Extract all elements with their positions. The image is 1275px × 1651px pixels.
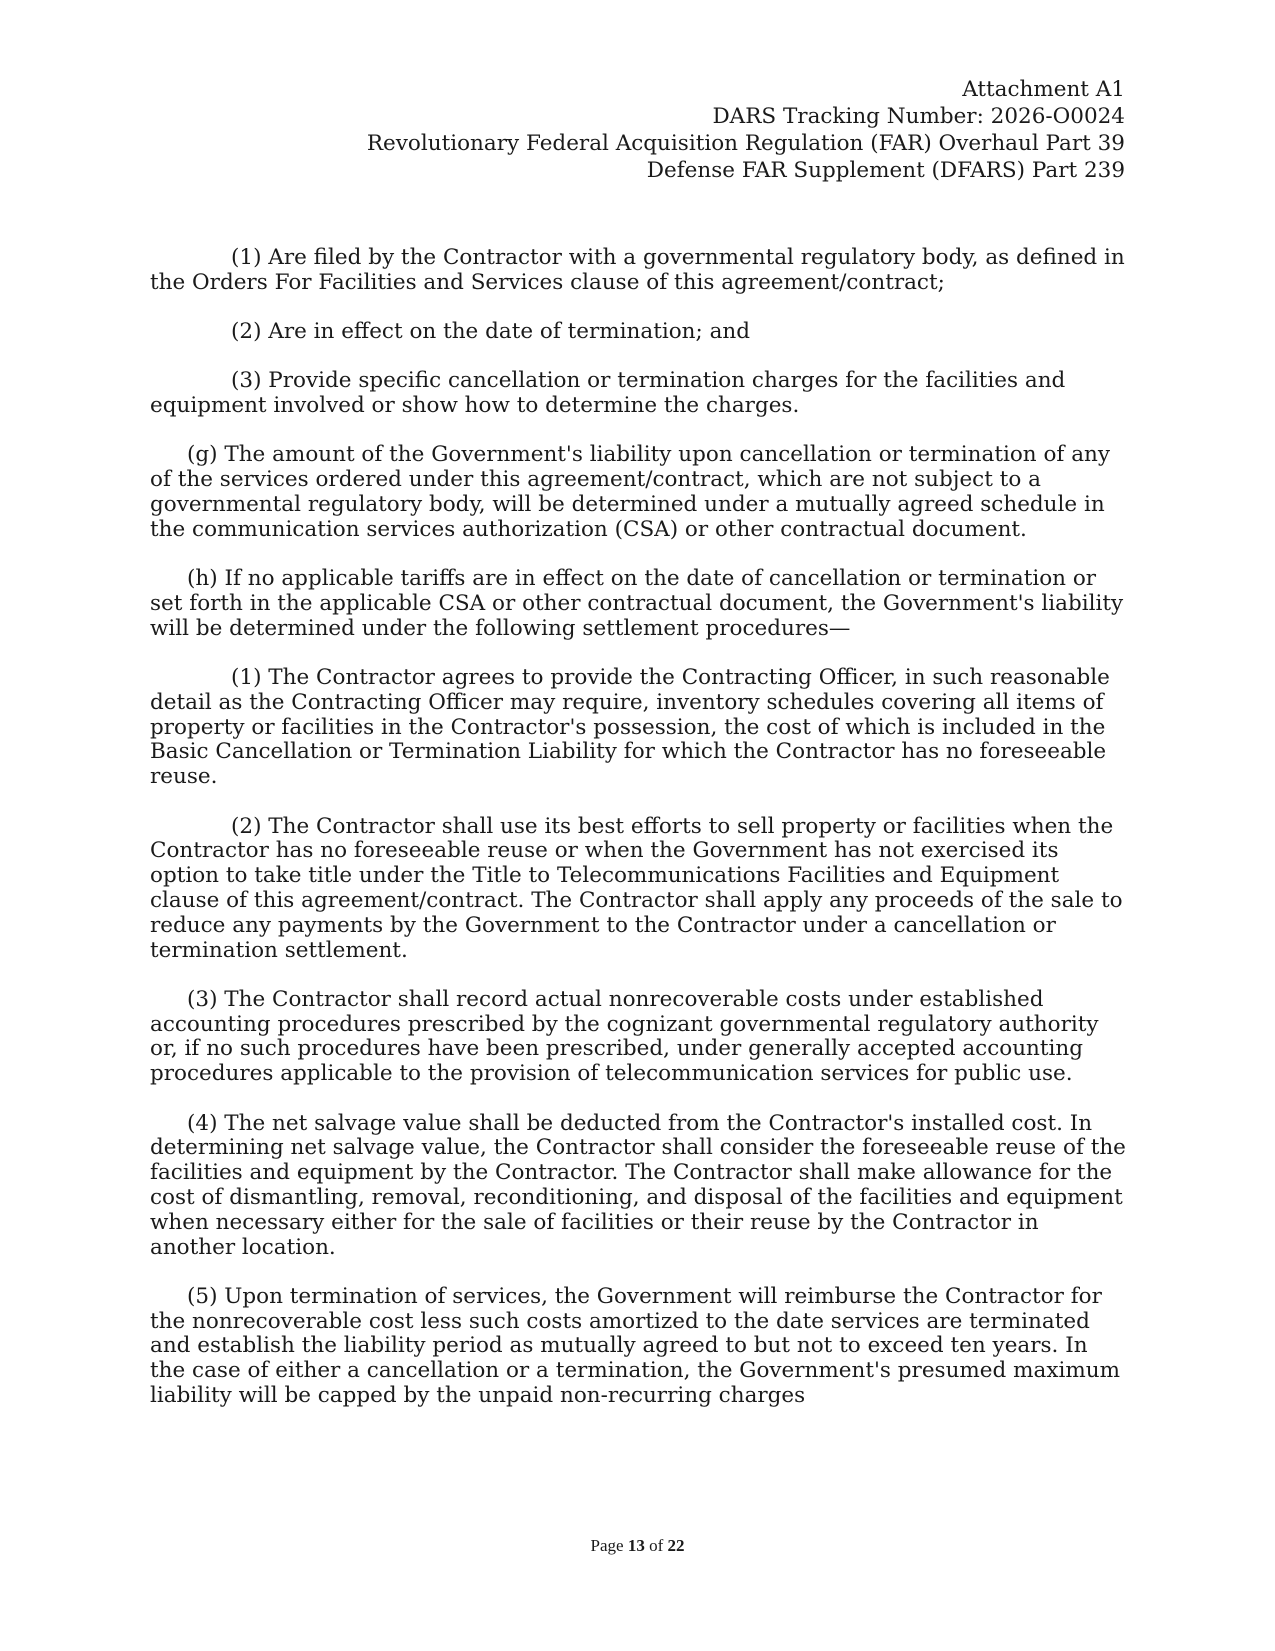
paragraph-h: (h) If no applicable tariffs are in effect on the date of cancellation or termination or set forth in the applicable CSA or other contractual document, the Government's liability will be determined under the following settlement procedures—: [150, 566, 1124, 641]
paragraph-h-1: (1) The Contractor agrees to provide the Contracting Officer, in such reasonable detail as the Contracting Officer may require, inventory schedules covering all items of property or facilities in the Contractor's possession, the cost of which is included in the Basic Cancellation or Termination Liability for which the Contractor has no foreseeable reuse.: [150, 665, 1110, 790]
paragraph-h-3: (3) The Contractor shall record actual nonrecoverable costs under established accounting procedures prescribed by the cognizant governmental regulatory authority or, if no such procedures have been prescribed, under generally accepted accounting procedures applicable to the provision of telecommunication services for public use.: [150, 986, 1099, 1087]
paragraph-f-3: (3) Provide specific cancellation or termination charges for the facilities and equipment involved or show how to determine the charges.: [150, 368, 1066, 419]
paragraph-f-2: (2) Are in effect on the date of termination; and: [231, 319, 751, 345]
current-page-number: 13: [627, 1536, 645, 1555]
header-tracking-number: DARS Tracking Number: 2026-O0024: [712, 104, 1125, 129]
header-attachment: Attachment A1: [962, 77, 1125, 102]
paragraph-h-4: (4) The net salvage value shall be deducted from the Contractor's installed cost. In determining net salvage value, the Contractor shall consider the foreseeable reuse of the facilities and equipment by the Contractor. The Contractor shall make allowance for the cost of dismantling, removal, reconditioning, and disposal of the facilities and equipment when necessary either for the sale of facilities or their reuse by the Contractor in another location.: [150, 1110, 1126, 1260]
paragraph-f-1: (1) Are filed by the Contractor with a governmental regulatory body, as defined in the Orders For Facilities and Services clause of this agreement/contract;: [150, 245, 1125, 295]
page-of-label: of: [649, 1536, 664, 1555]
paragraph-h-5: (5) Upon termination of services, the Government will reimburse the Contractor for the nonrecoverable cost less such costs amortized to the date services are terminated and establish the liability period as mutually agreed to but not to exceed ten years. In the case of either a cancellation or a termination, the Government's presumed maximum liability will be capped by the unpaid non-recurring charges: [150, 1283, 1120, 1408]
header-far-part: Revolutionary Federal Acquisition Regulation (FAR) Overhaul Part 39: [366, 131, 1125, 156]
document-body: [150, 246, 1126, 1433]
total-page-count: 22: [667, 1536, 685, 1555]
page-footer: [0, 1536, 1275, 1556]
paragraph-g: (g) The amount of the Government's liability upon cancellation or termination of any of the services ordered under this agreement/contract, which are not subject to a governmental regulatory body, will be determined under a mutually agreed schedule in the communication services authorization (CSA) or other contractual document.: [150, 442, 1111, 542]
paragraph-h-2: (2) The Contractor shall use its best efforts to sell property or facilities when the Contractor has no foreseeable reuse or when the Government has not exercised its option to take title under the Title to Telecommunications Facilities and Equipment clause of this agreement/contract. The Contractor shall apply any proceeds of the sale to reduce any payments by the Government to the Contractor under a cancellation or termination settlement.: [150, 813, 1123, 963]
page-label: Page: [590, 1536, 624, 1555]
page-header: [367, 76, 1125, 184]
header-dfars-part: Defense FAR Supplement (DFARS) Part 239: [646, 158, 1125, 183]
